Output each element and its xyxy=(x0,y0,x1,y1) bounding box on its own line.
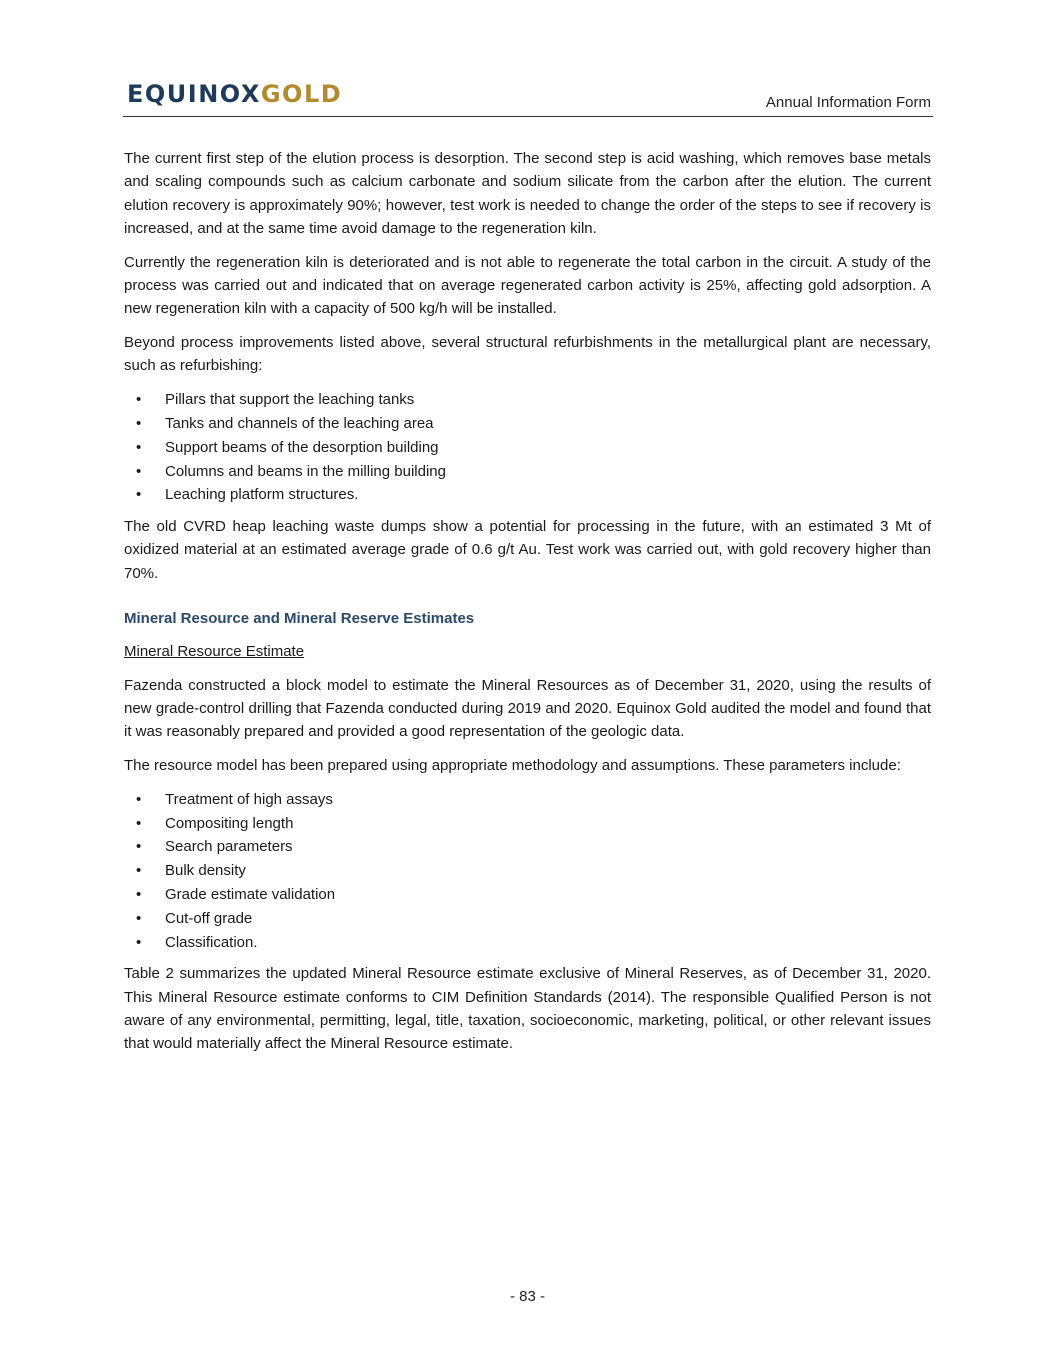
bullet-icon: • xyxy=(136,933,142,951)
paragraph-parameters-intro: The resource model has been prepared using appropriate methodology and assumptions. These parameters include: xyxy=(124,757,901,775)
paragraph-heap-leaching: The old CVRD heap leaching waste dumps show a potential for processing in the future, with an estimated 3 Mt of oxidized material at an estimated average grade of 0.6 g/t Au. Test work was carried out, with gold recovery higher than 70%. xyxy=(124,518,931,582)
page-number: - 83 - xyxy=(509,1288,545,1305)
list-item xyxy=(124,931,931,955)
parameters-list xyxy=(124,788,931,955)
document-title: Annual Information Form xyxy=(765,94,931,111)
list-item xyxy=(124,907,931,931)
subsection-heading: Mineral Resource Estimate xyxy=(124,643,305,661)
list-item-text: Cut-off grade xyxy=(165,909,253,927)
list-item xyxy=(124,835,931,859)
bullet-icon: • xyxy=(136,486,142,504)
bullet-icon: • xyxy=(136,462,142,480)
section-heading: Mineral Resource and Mineral Reserve Estimates xyxy=(124,610,475,628)
list-item xyxy=(124,436,931,460)
list-item-text: Classification. xyxy=(165,933,258,951)
list-item xyxy=(124,812,931,836)
list-item xyxy=(124,388,931,412)
paragraph-refurbishments: Beyond process improvements listed above, several structural refurbishments in the metallurgical plant are necessary, such as refurbishing: xyxy=(124,334,931,375)
paragraph-elution: The current first step of the elution process is desorption. The second step is acid washing, which removes base metals and scaling compounds such as calcium carbonate and sodium silicate from the carbon after the elution. The current elution recovery is approximately 90%; however, test work is needed to change the order of the steps to see if recovery is increased, and at the same time avoid damage to the regeneration kiln. xyxy=(124,150,931,237)
list-item-text: Tanks and channels of the leaching area xyxy=(165,414,434,432)
list-item-text: Bulk density xyxy=(165,862,246,880)
paragraph-block-model: Fazenda constructed a block model to estimate the Mineral Resources as of December 31, 2020, using the results of new grade-control drilling that Fazenda conducted during 2019 and 2020. Equinox Gold audited the model and found that it was reasonably prepared and provided a good representation of the geologic data. xyxy=(124,676,931,741)
list-item-text: Columns and beams in the milling building xyxy=(165,462,446,480)
list-item-text: Treatment of high assays xyxy=(165,790,333,808)
list-item xyxy=(124,412,931,436)
company-logo xyxy=(127,80,342,108)
logo-text-equinox: EQUINOX xyxy=(127,80,261,108)
page-body xyxy=(124,147,931,1066)
list-item-text: Leaching platform structures. xyxy=(165,486,359,504)
list-item-text: Grade estimate validation xyxy=(165,886,336,904)
logo-text-gold: GOLD xyxy=(260,80,343,108)
list-item xyxy=(124,859,931,883)
bullet-icon: • xyxy=(136,909,142,927)
list-item-text: Pillars that support the leaching tanks xyxy=(165,391,415,409)
bullet-icon: • xyxy=(136,391,142,409)
bullet-icon: • xyxy=(136,414,142,432)
page-header xyxy=(123,80,933,117)
list-item-text: Compositing length xyxy=(165,814,294,832)
paragraph-regeneration-kiln: Currently the regeneration kiln is deteriorated and is not able to regenerate the total carbon in the circuit. A study of the process was carried out and indicated that on average regenerated carbon activity is 25%, affecting gold adsorption. A new regeneration kiln with a capacity of 500 kg/h will be installed. xyxy=(124,253,931,318)
refurbishment-list xyxy=(124,388,931,507)
bullet-icon: • xyxy=(136,790,142,808)
paragraph-table-summary: Table 2 summarizes the updated Mineral Resource estimate exclusive of Mineral Reserves, as of December 31, 2020. This Mineral Resource estimate conforms to CIM Definition Standards (2014). The responsible Qualified Person is not aware of any environmental, permitting, legal, title, taxation, socioeconomic, marketing, political, or other relevant issues that would materially affect the Mineral Resource estimate. xyxy=(124,965,931,1053)
list-item xyxy=(124,788,931,812)
bullet-icon: • xyxy=(136,886,142,904)
bullet-icon: • xyxy=(136,814,142,832)
bullet-icon: • xyxy=(136,838,142,856)
list-item xyxy=(124,883,931,907)
list-item-text: Support beams of the desorption building xyxy=(165,438,439,456)
bullet-icon: • xyxy=(136,438,142,456)
list-item-text: Search parameters xyxy=(165,838,293,856)
bullet-icon: • xyxy=(136,862,142,880)
list-item xyxy=(124,460,931,484)
list-item xyxy=(124,483,931,507)
